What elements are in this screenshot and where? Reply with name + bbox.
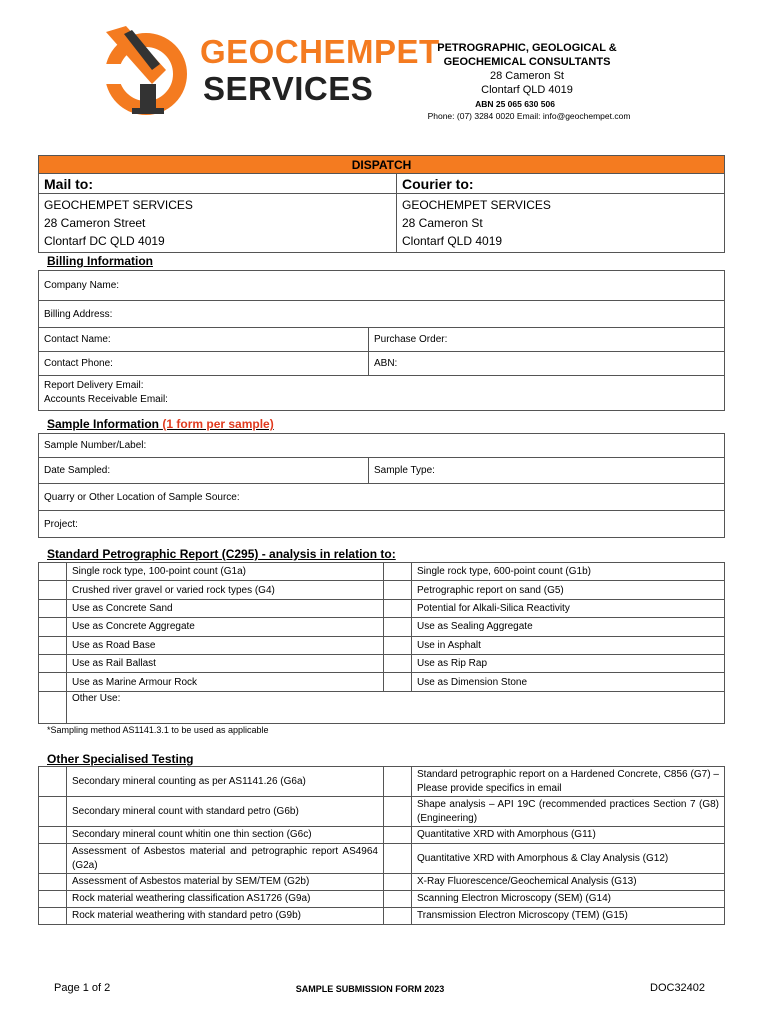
other-option: Rock material weathering classification AS1726 (G9a) (67, 891, 384, 908)
ar-email-field[interactable]: Accounts Receivable Email: (44, 394, 168, 405)
petro-row (39, 654, 725, 672)
petro-title: Standard Petrographic Report (C295) - analysis in relation to: (47, 547, 396, 561)
dispatch-table (38, 155, 725, 253)
company-contact: Phone: (07) 3284 0020 Email: info@geochempet.com (427, 111, 631, 121)
other-row (39, 844, 725, 874)
courier-line: GEOCHEMPET SERVICES (402, 198, 551, 212)
petro-option: Use as Dimension Stone (412, 673, 725, 691)
petro-option: Use as Rail Ballast (67, 654, 384, 672)
geochempet-logo-icon (96, 24, 194, 116)
other-checkbox[interactable] (384, 844, 412, 874)
company-tagline (416, 41, 638, 97)
email-fields[interactable] (39, 376, 725, 411)
sample-title-note: (1 form per sample) (162, 417, 274, 431)
mail-line: Clontarf DC QLD 4019 (44, 234, 165, 248)
petro-checkbox[interactable] (39, 691, 67, 723)
other-option: Secondary mineral count whitin one thin section (G6c) (67, 827, 384, 844)
other-option: Shape analysis – API 19C (recommended practices Section 7 (G8) (Engineering) (412, 797, 725, 827)
other-use-field[interactable]: Other Use: (67, 691, 725, 723)
petro-option: Use as Marine Armour Rock (67, 673, 384, 691)
logo-wordmark-line2: SERVICES (203, 70, 374, 107)
other-option: Secondary mineral count with standard petro (G6b) (67, 797, 384, 827)
tagline-line2: GEOCHEMICAL CONSULTANTS (443, 56, 611, 68)
petro-checkbox[interactable] (384, 673, 412, 691)
other-checkbox[interactable] (39, 891, 67, 908)
billing-title: Billing Information (47, 254, 153, 268)
petro-option: Crushed river gravel or varied rock types (G4) (67, 581, 384, 599)
sample-number-field[interactable]: Sample Number/Label: (39, 434, 725, 458)
petro-checkbox[interactable] (39, 654, 67, 672)
logo-wordmark-line1: GEOCHEMPET (200, 33, 440, 70)
abn-field[interactable]: ABN: (369, 352, 725, 376)
sample-type-field[interactable]: Sample Type: (369, 458, 725, 484)
petro-checkbox[interactable] (384, 599, 412, 617)
other-option: Standard petrographic report on a Hardened Concrete, C856 (G7) – Please provide specifics in email (412, 767, 725, 797)
company-abn: ABN 25 065 630 506 (475, 99, 555, 109)
petro-option: Use as Rip Rap (412, 654, 725, 672)
sample-title-text: Sample Information (47, 417, 160, 431)
dispatch-title: DISPATCH (39, 156, 725, 174)
petro-checkbox[interactable] (39, 618, 67, 636)
sample-table (38, 433, 725, 538)
other-checkbox[interactable] (39, 827, 67, 844)
billing-table (38, 270, 725, 411)
other-checkbox[interactable] (384, 908, 412, 925)
petro-row (39, 618, 725, 636)
other-checkbox[interactable] (384, 797, 412, 827)
petro-checkbox[interactable] (384, 563, 412, 581)
other-checkbox[interactable] (384, 827, 412, 844)
tagline-line1: PETROGRAPHIC, GEOLOGICAL & (437, 42, 617, 54)
other-option: Secondary mineral counting as per AS1141.26 (G6a) (67, 767, 384, 797)
petro-option: Use as Sealing Aggregate (412, 618, 725, 636)
mail-line: GEOCHEMPET SERVICES (44, 198, 193, 212)
other-option: Assessment of Asbestos material and petrographic report AS4964 (G2a) (67, 844, 384, 874)
other-row (39, 827, 725, 844)
other-option: Rock material weathering with standard petro (G9b) (67, 908, 384, 925)
courier-to-label: Courier to: (397, 174, 725, 194)
petro-row (39, 636, 725, 654)
other-option: Quantitative XRD with Amorphous & Clay Analysis (G12) (412, 844, 725, 874)
other-row (39, 797, 725, 827)
other-checkbox[interactable] (39, 797, 67, 827)
petro-other-row (39, 691, 725, 723)
form-name: SAMPLE SUBMISSION FORM 2023 (295, 984, 445, 994)
petro-checkbox[interactable] (384, 636, 412, 654)
petro-option: Potential for Alkali-Silica Reactivity (412, 599, 725, 617)
other-table (38, 766, 725, 925)
contact-phone-field[interactable]: Contact Phone: (39, 352, 369, 376)
petro-checkbox[interactable] (39, 636, 67, 654)
page-number: Page 1 of 2 (54, 982, 111, 994)
other-title: Other Specialised Testing (47, 752, 194, 766)
petro-option: Use in Asphalt (412, 636, 725, 654)
petro-checkbox[interactable] (39, 563, 67, 581)
petro-checkbox[interactable] (39, 581, 67, 599)
petro-row (39, 599, 725, 617)
other-checkbox[interactable] (39, 844, 67, 874)
sample-title (47, 417, 274, 431)
petro-checkbox[interactable] (39, 599, 67, 617)
courier-address (397, 194, 725, 253)
petro-row (39, 581, 725, 599)
petro-row (39, 673, 725, 691)
other-row (39, 874, 725, 891)
petro-row (39, 563, 725, 581)
billing-address-field[interactable]: Billing Address: (39, 301, 725, 328)
other-checkbox[interactable] (384, 891, 412, 908)
petro-option: Use as Road Base (67, 636, 384, 654)
other-checkbox[interactable] (384, 767, 412, 797)
other-option: Assessment of Asbestos material by SEM/TEM (G2b) (67, 874, 384, 891)
petro-table (38, 562, 725, 724)
company-street: 28 Cameron St (490, 70, 564, 82)
petro-option: Use as Concrete Sand (67, 599, 384, 617)
other-option: Transmission Electron Microscopy (TEM) (G15) (412, 908, 725, 925)
other-checkbox[interactable] (384, 874, 412, 891)
mail-to-label: Mail to: (39, 174, 397, 194)
contact-name-field[interactable]: Contact Name: (39, 328, 369, 352)
petro-checkbox[interactable] (384, 654, 412, 672)
company-suburb: Clontarf QLD 4019 (481, 84, 573, 96)
location-field[interactable]: Quarry or Other Location of Sample Source: (39, 484, 725, 511)
petro-option: Petrographic report on sand (G5) (412, 581, 725, 599)
petro-checkbox[interactable] (384, 618, 412, 636)
other-option: Quantitative XRD with Amorphous (G11) (412, 827, 725, 844)
mail-line: 28 Cameron Street (44, 216, 146, 230)
project-field[interactable]: Project: (39, 511, 725, 538)
sampling-note: *Sampling method AS1141.3.1 to be used as applicable (47, 725, 269, 735)
company-name-field[interactable]: Company Name: (39, 271, 725, 301)
other-row (39, 767, 725, 797)
date-sampled-field[interactable]: Date Sampled: (39, 458, 369, 484)
petro-checkbox[interactable] (39, 673, 67, 691)
petro-option: Single rock type, 100-point count (G1a) (67, 563, 384, 581)
other-checkbox[interactable] (39, 874, 67, 891)
petro-option: Single rock type, 600-point count (G1b) (412, 563, 725, 581)
other-option: X-Ray Fluorescence/Geochemical Analysis (G13) (412, 874, 725, 891)
courier-line: Clontarf QLD 4019 (402, 234, 503, 248)
other-option: Scanning Electron Microscopy (SEM) (G14) (412, 891, 725, 908)
courier-line: 28 Cameron St (402, 216, 483, 230)
doc-number: DOC32402 (650, 982, 706, 994)
other-checkbox[interactable] (39, 767, 67, 797)
petro-checkbox[interactable] (384, 581, 412, 599)
purchase-order-field[interactable]: Purchase Order: (369, 328, 725, 352)
mail-address (39, 194, 397, 253)
report-email-field[interactable]: Report Delivery Email: (44, 380, 144, 391)
other-row (39, 891, 725, 908)
other-checkbox[interactable] (39, 908, 67, 925)
other-row (39, 908, 725, 925)
petro-option: Use as Concrete Aggregate (67, 618, 384, 636)
